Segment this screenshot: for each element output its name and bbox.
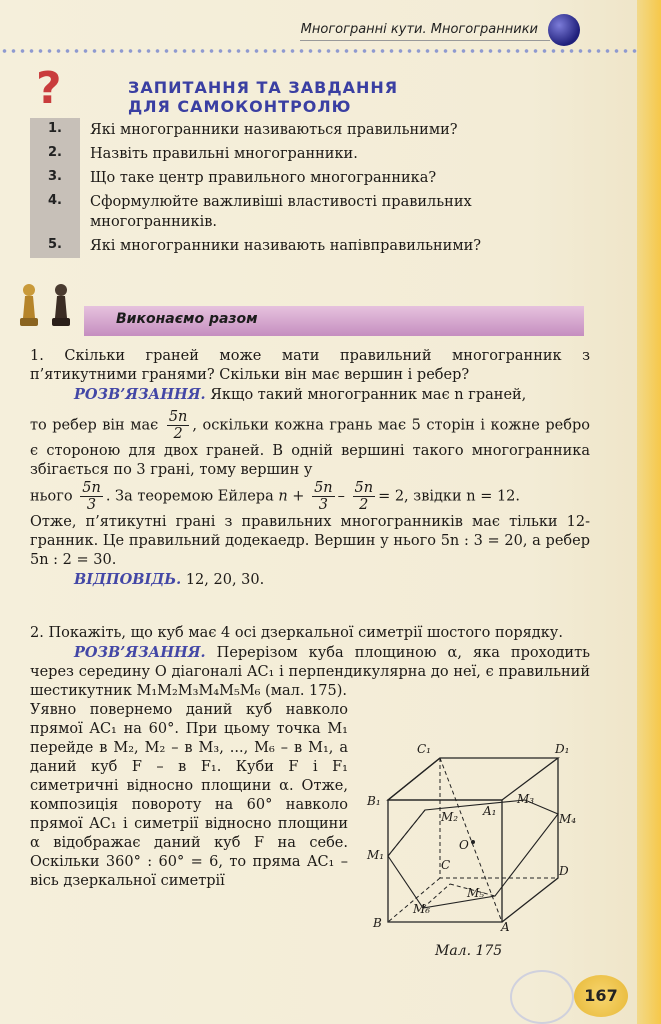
- header-rule: [300, 40, 550, 41]
- label-C: C: [441, 858, 451, 872]
- list-item: [30, 142, 590, 166]
- problem-2-statement: [30, 624, 590, 643]
- question-text: Які многогранники називаються правильними?: [90, 122, 458, 138]
- fraction-numerator: 5n: [354, 480, 374, 496]
- label-C1: C₁: [417, 742, 431, 756]
- solution-label: РОЗВ’ЯЗАННЯ.: [74, 644, 206, 661]
- fraction-numerator: 5n: [168, 409, 188, 425]
- page-binding: [637, 0, 661, 1024]
- fraction-denominator: 2: [173, 426, 183, 442]
- list-item: [30, 190, 590, 234]
- section-title: [128, 78, 398, 116]
- label-D: D: [559, 864, 569, 878]
- solution-text: . За теоремою Ейлера: [105, 488, 274, 505]
- pawn-dark-icon: [50, 282, 72, 328]
- question-text: Які многогранники називають напівправильними?: [90, 238, 482, 254]
- list-item: [30, 234, 590, 258]
- pawn-light-icon: [18, 282, 40, 328]
- answer: [30, 570, 590, 590]
- solution-text: Якщо такий многогранник має n граней,: [210, 387, 527, 403]
- section-banner: [84, 306, 584, 336]
- problem-text: Покажіть, що куб має 4 осі дзеркальної симетрії шостого порядку.: [48, 625, 563, 641]
- fraction: [167, 409, 190, 442]
- header-title: Многогранні кути. Многогранники: [300, 22, 538, 37]
- label-M6: M₆: [413, 902, 431, 916]
- label-M4: M₄: [559, 812, 577, 826]
- solution-label: РОЗВ’ЯЗАННЯ.: [74, 386, 206, 403]
- fraction-numerator: 5n: [314, 480, 333, 496]
- dotted-divider: [0, 46, 640, 56]
- figure-caption: Мал. 175: [435, 943, 503, 959]
- answer-label: ВІДПОВІДЬ.: [74, 571, 182, 588]
- question-text: Сформулюйте важливіші властивості правильних многогранників.: [90, 194, 472, 230]
- problem-number: 2.: [30, 625, 44, 641]
- section-title-line2: ДЛЯ САМОКОНТРОЛЮ: [128, 97, 352, 116]
- header-ball-icon: [548, 14, 580, 46]
- fraction: [80, 480, 103, 513]
- label-A: A: [501, 920, 510, 934]
- figure-labels: [355, 736, 590, 948]
- label-M1: M₁: [367, 848, 385, 862]
- label-M2: M₂: [441, 810, 459, 824]
- question-mark-icon: ?: [36, 63, 62, 114]
- fraction-denominator: 3: [318, 497, 328, 513]
- list-item: [30, 166, 590, 190]
- solution-text: то ребер він має: [30, 417, 159, 434]
- fraction: [312, 480, 335, 513]
- question-list: [30, 118, 590, 258]
- question-number: 4.: [30, 190, 80, 234]
- fraction-denominator: 3: [86, 497, 97, 513]
- fraction-denominator: 2: [359, 497, 369, 513]
- problem-1-statement: [30, 347, 590, 385]
- label-O: O: [459, 838, 469, 852]
- solution-text: кожне ребро є стороною для двох граней. В одній вершині такого многогранника збігається по 3 грані, тому вершин у: [30, 417, 591, 478]
- question-text: Назвіть правильні многогранники.: [90, 146, 358, 162]
- label-D1: D₁: [555, 742, 570, 756]
- question-text: Що таке центр правильного многогранника?: [90, 170, 437, 186]
- list-item: [30, 118, 590, 142]
- fraction-numerator: 5n: [82, 480, 101, 496]
- label-M3: M₃: [517, 792, 535, 806]
- problem-number: 1.: [30, 348, 44, 364]
- solution-text: Перерізом куба площиною α, яка проходить через середину O діагоналі AC₁ і перпендикулярна до неї, є правильний шестикутник M₁M₂M₃M₄M₅M₆ (мал. 175).: [30, 645, 591, 699]
- solution-text: Уявно повернемо даний куб навколо прямої AC₁ на 60°. При цьому точка M₁ перейде в M₂, M₂ – в M₃, ..., M₆ – в M₁, а даний куб F – в F₁. Куби F і F₁ симетричні відносно площини α. Отже, композиція повороту на 60° навколо прямої AC₁ і симетрії відносно площини α відображає даний куб F на себе. Оскільки 360° : 60° = 6, то пряма AC₁ – вісь дзеркальної симетрії: [30, 702, 348, 889]
- question-number: 1.: [30, 118, 80, 142]
- problem-2-solution: [30, 643, 590, 701]
- solution-text: , оскільки кожна грань має 5 сторін і: [192, 417, 485, 434]
- euler-formula: n +: [278, 488, 305, 505]
- running-header: [300, 16, 550, 42]
- page-number: 167: [574, 975, 628, 1017]
- label-A1: A₁: [483, 804, 497, 818]
- label-B: B: [373, 916, 382, 930]
- answer-text: 12, 20, 30.: [185, 572, 265, 588]
- question-number: 3.: [30, 166, 80, 190]
- problem-text: Скільки граней може мати правильний многогранник з п’ятикутними гранями? Скільки він має вершин і ребер?: [30, 348, 590, 383]
- question-number: 2.: [30, 142, 80, 166]
- solution-text: Отже, п’ятикутні грані з правильних многогранників має тільки 12-гранник. Це правильний додекаедр. Вершин у нього 5n : 3 = 20, а ребер 5n : 2 = 30.: [30, 514, 590, 568]
- problem-1-solution: [30, 385, 590, 405]
- solution-line: [30, 409, 590, 480]
- fraction: [353, 480, 376, 513]
- label-B1: B₁: [367, 794, 381, 808]
- section-title-line1: ЗАПИТАННЯ ТА ЗАВДАННЯ: [128, 78, 399, 97]
- label-M5: M₅: [467, 886, 485, 900]
- banner-label: Виконаємо разом: [116, 311, 258, 327]
- solution-text: = 2, звідки n = 12.: [378, 488, 521, 505]
- solution-text: нього: [30, 488, 73, 505]
- question-number: 5.: [30, 234, 80, 258]
- problem-1: [30, 347, 590, 590]
- swirl-decoration-icon: [510, 970, 574, 1024]
- solution-line: нього $\frac{5n}{3}$ . За теоремою Ейлера n + $\frac{5n}{3}$ – $\frac{5n}{2}$ = 2, звідки n = 12.: [30, 480, 521, 513]
